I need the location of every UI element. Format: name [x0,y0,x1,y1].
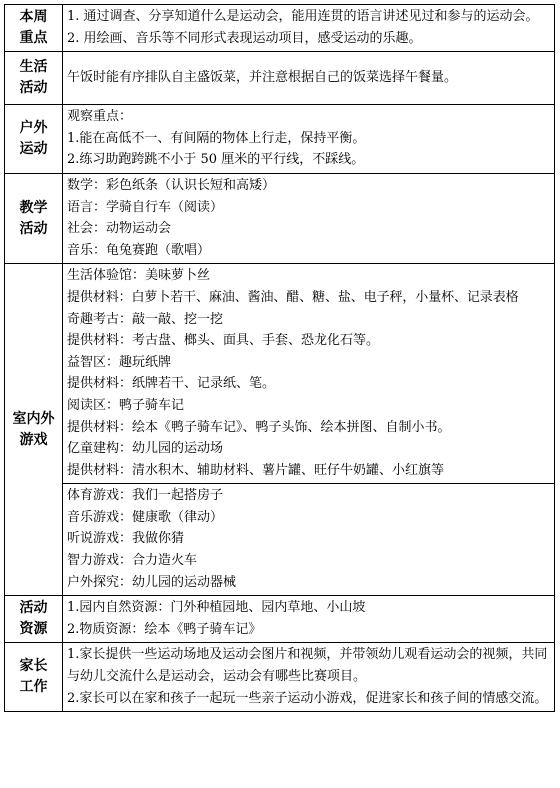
content-line: 观察重点： [67,109,133,125]
content-line: 音乐游戏：健康歌（律动） [67,509,224,525]
row-label-outdoor-exercise [5,105,63,174]
content-line: 阅读区：鸭子骑车记 [67,397,185,413]
content-line: 2. 用绘画、音乐等不同形式表现运动项目，感受运动的乐趣。 [67,30,422,46]
content-line: 提供材料：清水积木、辅助材料、薯片罐、旺仔牛奶罐、小红旗等 [67,462,445,478]
row-label-line: 家长 [19,658,48,675]
row-label-line: 活动 [19,600,48,617]
row-label-line: 生活 [19,59,48,76]
content-line: 益智区：趣玩纸牌 [67,354,172,370]
content-line: 2.物质资源：绘本《鸭子骑车记》 [67,621,262,637]
row-label-weekly-focus [5,5,63,52]
row-content-parent-work [63,643,555,712]
indoor-areas-block [63,264,554,483]
row-label-teaching-activities [5,173,63,263]
content-line: 2.练习助跑跨跳不小于 50 厘米的平行线，不踩线。 [67,152,365,168]
table-row-activity-resources [5,596,555,643]
row-label-daily-life [5,52,63,105]
row-label-line: 工作 [19,679,48,696]
content-line: 提供材料：绘本《鸭子骑车记》、鸭子头饰、绘本拼图、自制小书。 [67,419,451,435]
content-line: 奇趣考古：敲一敲、挖一挖 [67,311,224,327]
games-block [63,483,554,595]
content-line: 数学：彩色纸条（认识长短和高矮） [67,177,276,193]
content-line: 听说游戏：我做你猜 [67,531,185,547]
content-line: 提供材料：考古盘、榔头、面具、手套、恐龙化石等。 [67,333,380,349]
row-label-line: 运动 [19,141,48,158]
row-label-line: 教学 [19,199,48,216]
row-label-line: 本周 [19,9,48,26]
content-line: 户外探究：幼儿园的运动器械 [67,574,237,590]
row-label-line: 游戏 [19,431,48,448]
content-line: 1.园内自然资源：门外种植园地、园内草地、小山坡 [67,600,366,616]
table-row-teaching-activities [5,173,555,263]
row-content-weekly-focus [63,5,555,52]
content-line: 午饭时能有序排队自主盛饭菜，并注意根据自己的饭菜选择午餐量。 [67,69,458,85]
row-label-parent-work [5,643,63,712]
row-content-activity-resources [63,596,555,643]
table-row-weekly-focus [5,5,555,52]
content-line: 1.家长提供一些运动场地及运动会图片和视频，并带领幼儿观看运动会的视频，共同与幼儿交流什么是运动会，运动会有哪些比赛项目。 [67,647,548,685]
content-line: 1. 通过调查、分享知道什么是运动会，能用连贯的语言讲述见过和参与的运动会。 [67,9,539,24]
content-line: 1.能在高低不一、有间隔的物体上行走，保持平衡。 [67,130,366,146]
row-content-daily-life [63,52,555,105]
weekly-plan-table [4,4,555,712]
content-line: 音乐：龟兔赛跑（歌唱） [67,242,211,258]
content-line: 提供材料：纸牌若干、记录纸、笔。 [67,376,276,392]
table-row-indoor-outdoor-games [5,264,555,596]
row-label-activity-resources [5,596,63,643]
row-content-indoor-outdoor-games [63,264,555,596]
row-label-line: 室内外 [12,410,55,427]
row-content-teaching-activities [63,173,555,263]
table-row-daily-life [5,52,555,105]
table-row-parent-work [5,643,555,712]
row-label-indoor-outdoor-games [5,264,63,596]
content-line: 体育游戏：我们一起搭房子 [67,488,224,504]
content-line: 2.家长可以在家和孩子一起玩一些亲子运动小游戏，促进家长和孩子间的情感交流。 [67,690,548,706]
content-line: 提供材料：白萝卜若干、麻油、酱油、醋、糖、盐、电子秤，小量杯、记录表格 [67,289,519,305]
row-label-line: 资源 [19,621,48,638]
content-line: 亿童建构：幼儿园的运动场 [67,441,224,457]
content-line: 智力游戏：合力造火车 [67,553,198,569]
row-label-line: 活动 [19,220,48,237]
table-row-outdoor-exercise [5,105,555,174]
row-content-outdoor-exercise [63,105,555,174]
row-label-line: 重点 [19,30,48,47]
row-label-line: 活动 [19,80,48,97]
content-line: 生活体验馆：美味萝卜丝 [67,268,211,284]
content-line: 语言：学骑自行车（阅读） [67,199,224,215]
content-line: 社会：动物运动会 [67,221,172,237]
row-label-line: 户外 [19,120,48,137]
